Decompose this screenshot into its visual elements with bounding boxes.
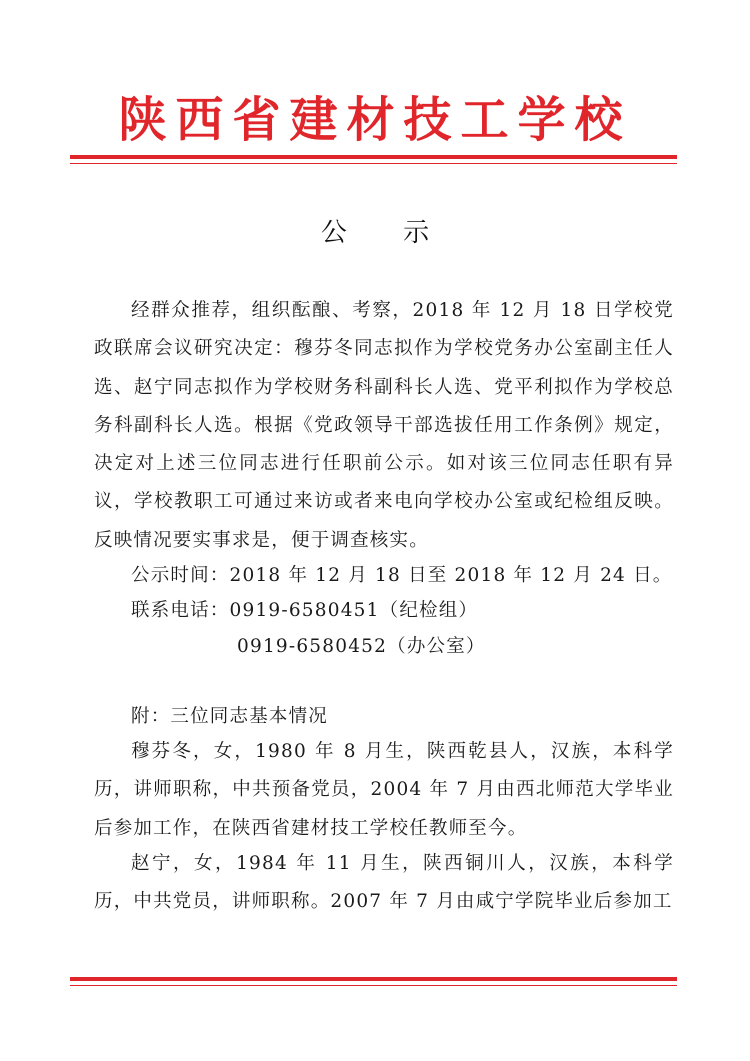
letterhead-rule-thick — [70, 155, 677, 159]
contact-phone-1: 联系电话：0919-6580451（纪检组） — [131, 600, 479, 621]
contact-phone-2: 0919-6580452（办公室） — [237, 636, 486, 657]
notice-period: 公示时间：2018 年 12 月 18 日至 2018 年 12 月 24 日。 — [131, 565, 673, 586]
notice-title: 公 示 — [320, 218, 454, 248]
footer-rule-thick — [70, 977, 677, 981]
footer-rule-thin — [70, 985, 677, 986]
letterhead-organization: 陕西省建材技工学校 — [118, 92, 632, 148]
annex-person-2: 赵宁，女，1984 年 11 月生，陕西铜川人，汉族，本科学历，中共党员，讲师职称。2007 年 7 月由咸宁学院毕业后参加工 — [94, 853, 674, 913]
notice-body: 经群众推荐，组织酝酿、考察，2018 年 12 月 18 日学校党政联席会议研究决定：穆芬冬同志拟作为学校党务办公室副主任人选、赵宁同志拟作为学校财务科副科长人选、党平利拟作为学校总务科副科长人选。根据《党政领导干部选拔任用工作条例》规定，决定对上述三位同志进行任职前公示。如对该三位同志任职有异议，学校教职工可通过来访或者来电向学校办公室或纪检组反映。反映情况要实事求是，便于调查核实。 — [94, 300, 674, 551]
annex-heading: 附：三位同志基本情况 — [131, 706, 329, 727]
annex-person-1: 穆芬冬，女，1980 年 8 月生，陕西乾县人，汉族，本科学历，讲师职称，中共预备党员，2004 年 7 月由西北师范大学毕业后参加工作，在陕西省建材技工学校任教师至今。 — [94, 741, 674, 839]
letterhead-rule-thin — [70, 163, 677, 164]
